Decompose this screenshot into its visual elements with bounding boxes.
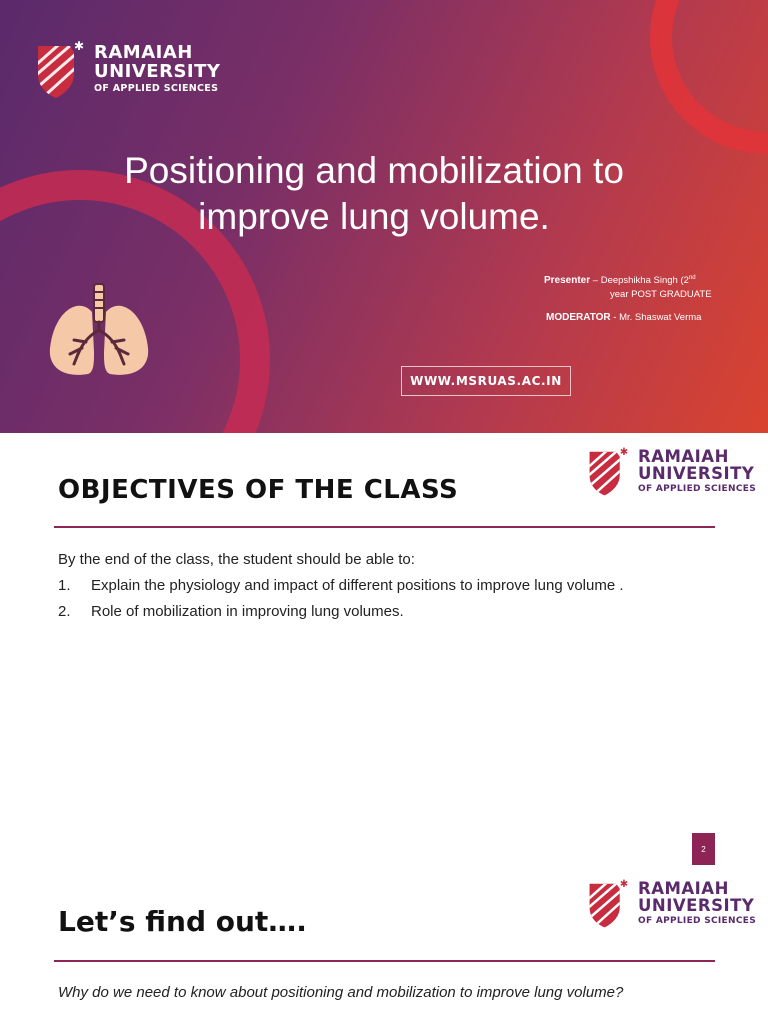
- title-divider: [54, 526, 715, 528]
- objectives-body: [58, 551, 624, 629]
- brand-name-line1: RAMAIAH: [638, 878, 729, 898]
- question-text: Why do we need to know about positioning and mobilization to improve lung volume?: [58, 984, 624, 1001]
- moderator-label: MODERATOR: [546, 312, 611, 323]
- shield-logo-icon: [586, 445, 630, 497]
- brand-name-line1: RAMAIAH: [94, 41, 193, 63]
- moderator-name: - Mr. Shaswat Verma: [613, 312, 702, 323]
- lungs-icon: [48, 282, 150, 380]
- list-item: [58, 603, 624, 620]
- website-url[interactable]: WWW.MSRUAS.AC.IN: [401, 366, 571, 396]
- presenter-label: Presenter: [544, 275, 591, 287]
- objectives-intro: By the end of the class, the student should be able to:: [58, 551, 415, 568]
- brand-name-line3: OF APPLIED SCIENCES: [638, 484, 756, 495]
- list-item-number: 1.: [58, 577, 71, 594]
- svg-text:✱: ✱: [619, 447, 629, 459]
- svg-text:✱: ✱: [74, 39, 85, 53]
- title-slide: [0, 0, 768, 433]
- brand-name-line3: OF APPLIED SCIENCES: [638, 916, 756, 927]
- brand-name-line2: UNIVERSITY: [638, 464, 755, 483]
- brand-name-line1: RAMAIAH: [638, 446, 729, 466]
- university-logo: [586, 445, 756, 497]
- title-divider: [54, 960, 715, 962]
- shield-logo-icon: [34, 38, 86, 100]
- list-item-number: 2.: [58, 603, 71, 620]
- presenter-sup: nd: [688, 275, 696, 281]
- brand-name-line3: OF APPLIED SCIENCES: [94, 83, 219, 95]
- list-item-text: Explain the physiology and impact of different positions to improve lung volume .: [91, 577, 624, 594]
- presenter-line2: year POST GRADUATE: [610, 289, 712, 301]
- page-number-badge: 2: [692, 833, 715, 865]
- university-logo: [34, 38, 220, 100]
- presentation-title: Positioning and mobilization to improve lung volume.: [124, 150, 624, 237]
- brand-name-line2: UNIVERSITY: [638, 896, 755, 915]
- shield-logo-icon: [586, 877, 630, 929]
- objectives-slide: [0, 433, 768, 865]
- list-item: [58, 577, 624, 594]
- university-logo: [586, 877, 756, 929]
- svg-text:✱: ✱: [619, 879, 629, 891]
- decorative-ring: [650, 0, 768, 154]
- moderator-info: [546, 312, 701, 323]
- brand-name-line2: UNIVERSITY: [94, 60, 221, 82]
- slide-title: Let’s find out….: [58, 905, 307, 938]
- slide-title: OBJECTIVES OF THE CLASS: [58, 475, 459, 505]
- question-slide: [0, 865, 768, 1024]
- presenter-name: – Deepshikha Singh (2: [592, 275, 689, 287]
- list-item-text: Role of mobilization in improving lung volumes.: [91, 603, 404, 620]
- presenter-info: [544, 271, 712, 302]
